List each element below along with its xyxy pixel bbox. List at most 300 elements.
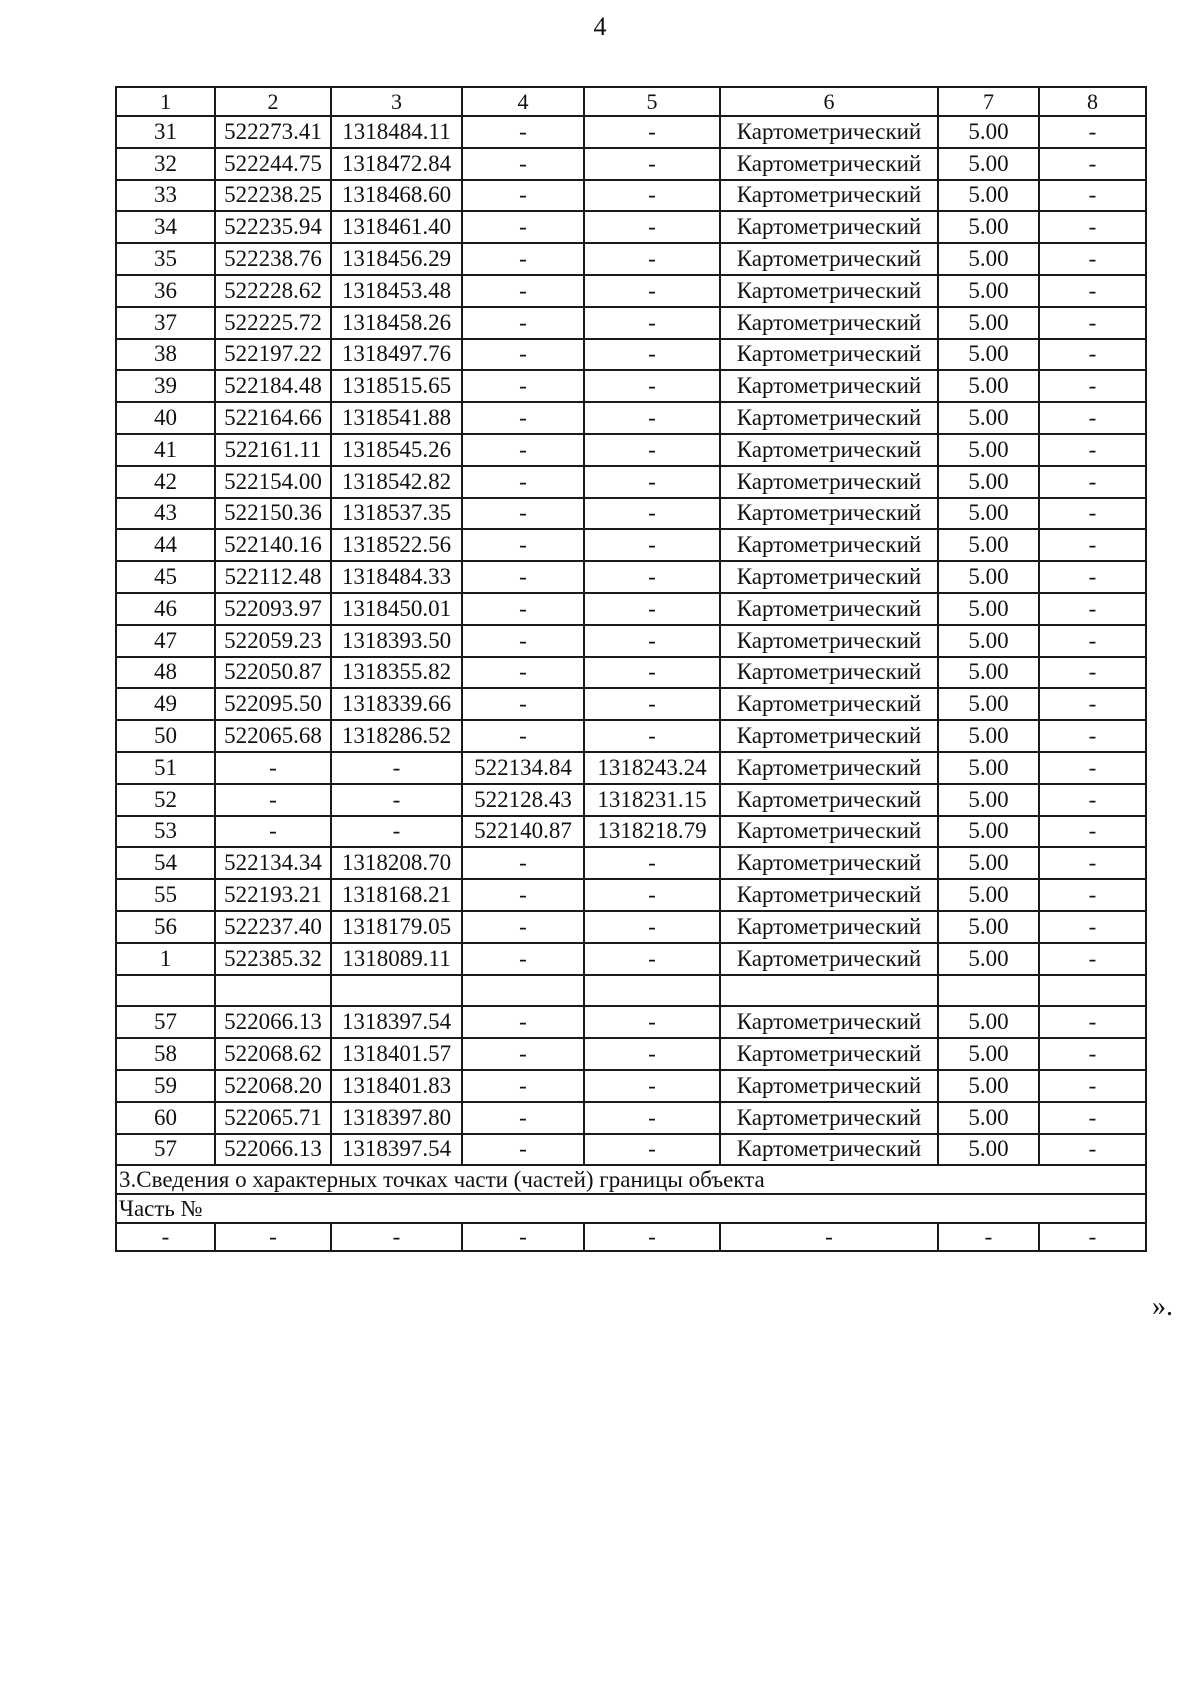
table-cell: -: [1039, 1038, 1146, 1070]
table-cell: 522112.48: [215, 561, 331, 593]
table-cell: Картометрический: [720, 720, 938, 752]
table-cell: 522095.50: [215, 688, 331, 720]
table-row: [116, 370, 1146, 402]
table-cell: -: [215, 784, 331, 816]
table-cell: -: [462, 625, 584, 657]
table-cell: -: [462, 1006, 584, 1038]
table-cell: Картометрический: [720, 657, 938, 689]
table-cell: 1318522.56: [331, 529, 462, 561]
table-cell: 5.00: [938, 275, 1039, 307]
table-cell: 522059.23: [215, 625, 331, 657]
table-row: [116, 688, 1146, 720]
table-cell: 5.00: [938, 943, 1039, 975]
table-cell: 48: [116, 657, 215, 689]
table-cell: 1318208.70: [331, 847, 462, 879]
table-cell: -: [584, 1006, 720, 1038]
table-cell: -: [584, 148, 720, 180]
table-cell: 1318401.57: [331, 1038, 462, 1070]
table-cell: 522197.22: [215, 339, 331, 371]
table-cell: 57: [116, 1006, 215, 1038]
table-cell: 1318545.26: [331, 434, 462, 466]
table-cell: 522066.13: [215, 1006, 331, 1038]
table-cell: -: [1039, 116, 1146, 148]
table-cell: 522068.20: [215, 1070, 331, 1102]
table-cell: 522238.25: [215, 180, 331, 212]
table-cell: 5.00: [938, 243, 1039, 275]
table-cell: -: [584, 1102, 720, 1134]
table-cell: -: [462, 529, 584, 561]
column-header: 8: [1039, 87, 1146, 116]
table-row: [116, 434, 1146, 466]
table-cell: 522244.75: [215, 148, 331, 180]
table-cell: 5.00: [938, 498, 1039, 530]
table-cell: 5.00: [938, 1102, 1039, 1134]
table-cell: -: [1039, 339, 1146, 371]
table-cell: -: [462, 1102, 584, 1134]
table-row: [116, 1038, 1146, 1070]
table-row: [116, 466, 1146, 498]
table-cell: 522154.00: [215, 466, 331, 498]
table-cell: 1318393.50: [331, 625, 462, 657]
table-cell: -: [1039, 847, 1146, 879]
table-cell: Картометрический: [720, 1070, 938, 1102]
table-row: [116, 498, 1146, 530]
table-cell: -: [1039, 275, 1146, 307]
table-cell: 44: [116, 529, 215, 561]
table-row: [116, 975, 1146, 1007]
table-cell: 1318243.24: [584, 752, 720, 784]
table-cell: 5.00: [938, 720, 1039, 752]
table-cell: -: [584, 1038, 720, 1070]
table-cell: -: [462, 402, 584, 434]
table-cell: -: [584, 434, 720, 466]
table-cell: [116, 975, 215, 1007]
table-cell: -: [1039, 148, 1146, 180]
table-cell: -: [1039, 370, 1146, 402]
table-cell: -: [584, 307, 720, 339]
table-cell: Картометрический: [720, 402, 938, 434]
table-cell: 522134.84: [462, 752, 584, 784]
table-row: [116, 752, 1146, 784]
table-cell: -: [462, 879, 584, 911]
table-cell: -: [462, 1134, 584, 1166]
table-cell: -: [1039, 816, 1146, 848]
table-cell: 53: [116, 816, 215, 848]
table-cell: 1318397.54: [331, 1006, 462, 1038]
table-cell: 58: [116, 1038, 215, 1070]
table-cell: 1318397.54: [331, 1134, 462, 1166]
table-cell: -: [1039, 784, 1146, 816]
table-cell: -: [584, 370, 720, 402]
table-cell: Картометрический: [720, 688, 938, 720]
table-cell: 5.00: [938, 847, 1039, 879]
table-cell: 522237.40: [215, 911, 331, 943]
section-title: 3.Сведения о характерных точках части (частей) границы объекта: [116, 1165, 1146, 1194]
page-number: 4: [593, 12, 607, 41]
table-cell: 40: [116, 402, 215, 434]
table-cell: 522065.68: [215, 720, 331, 752]
table-cell: 522050.87: [215, 657, 331, 689]
table-cell: -: [584, 1134, 720, 1166]
table-cell: 32: [116, 148, 215, 180]
table-row: [116, 307, 1146, 339]
table-cell: -: [584, 943, 720, 975]
table-row: [116, 339, 1146, 371]
table-cell: Картометрический: [720, 307, 938, 339]
table-cell: -: [215, 1223, 331, 1251]
table-cell: -: [1039, 498, 1146, 530]
table-cell: [1039, 975, 1146, 1007]
table-cell: -: [1039, 243, 1146, 275]
table-cell: -: [584, 593, 720, 625]
table-cell: Картометрический: [720, 879, 938, 911]
table-cell: 5.00: [938, 752, 1039, 784]
table-cell: -: [1039, 402, 1146, 434]
table-cell: -: [938, 1223, 1039, 1251]
table-cell: -: [584, 116, 720, 148]
table-cell: 1318355.82: [331, 657, 462, 689]
table-cell: Картометрический: [720, 1038, 938, 1070]
table-cell: Картометрический: [720, 1134, 938, 1166]
part-number-label: Часть №: [116, 1194, 1146, 1223]
table-cell: 5.00: [938, 657, 1039, 689]
table-row: [116, 180, 1146, 212]
table-cell: -: [720, 1223, 938, 1251]
table-cell: -: [331, 752, 462, 784]
table-cell: 522225.72: [215, 307, 331, 339]
table-cell: -: [1039, 307, 1146, 339]
table-cell: -: [462, 370, 584, 402]
table-cell: 522238.76: [215, 243, 331, 275]
table-cell: 5.00: [938, 370, 1039, 402]
table-cell: -: [462, 180, 584, 212]
table-cell: 1318497.76: [331, 339, 462, 371]
table-cell: Картометрический: [720, 275, 938, 307]
section-title-row: [116, 1165, 1146, 1194]
table-row: [116, 148, 1146, 180]
table-cell: -: [584, 402, 720, 434]
table-cell: -: [584, 498, 720, 530]
table-cell: 1318541.88: [331, 402, 462, 434]
table-cell: 60: [116, 1102, 215, 1134]
table-cell: -: [462, 720, 584, 752]
table-row: [116, 720, 1146, 752]
table-cell: Картометрический: [720, 847, 938, 879]
table-cell: 1318458.26: [331, 307, 462, 339]
table-cell: -: [462, 116, 584, 148]
table-cell: Картометрический: [720, 339, 938, 371]
table-cell: -: [584, 625, 720, 657]
table-cell: 1318168.21: [331, 879, 462, 911]
table-cell: -: [1039, 720, 1146, 752]
table-cell: 36: [116, 275, 215, 307]
table-cell: [720, 975, 938, 1007]
table-row: [116, 1006, 1146, 1038]
table-cell: -: [1039, 211, 1146, 243]
table-cell: Картометрический: [720, 561, 938, 593]
closing-quote-mark: ».: [1152, 1291, 1173, 1322]
table-cell: [462, 975, 584, 1007]
table-cell: -: [331, 784, 462, 816]
column-header: 7: [938, 87, 1039, 116]
table-cell: 34: [116, 211, 215, 243]
table-cell: -: [462, 1070, 584, 1102]
table-cell: 522193.21: [215, 879, 331, 911]
table-cell: 42: [116, 466, 215, 498]
table-cell: 522093.97: [215, 593, 331, 625]
table-cell: -: [462, 911, 584, 943]
table-cell: -: [462, 148, 584, 180]
table-cell: -: [1039, 752, 1146, 784]
table-cell: Картометрический: [720, 1006, 938, 1038]
table-cell: Картометрический: [720, 243, 938, 275]
table-row: [116, 847, 1146, 879]
table-cell: -: [462, 243, 584, 275]
table-cell: 1318542.82: [331, 466, 462, 498]
table-cell: -: [1039, 1102, 1146, 1134]
table-cell: -: [584, 180, 720, 212]
table-cell: 522228.62: [215, 275, 331, 307]
table-cell: -: [584, 275, 720, 307]
table-cell: Картометрический: [720, 943, 938, 975]
table-cell: 1318456.29: [331, 243, 462, 275]
table-cell: -: [584, 720, 720, 752]
table-cell: 5.00: [938, 116, 1039, 148]
table-cell: -: [1039, 625, 1146, 657]
table-row: [116, 1134, 1146, 1166]
table-cell: Картометрический: [720, 1102, 938, 1134]
table-cell: 38: [116, 339, 215, 371]
table-row: [116, 911, 1146, 943]
table-cell: -: [584, 1223, 720, 1251]
table-cell: 522066.13: [215, 1134, 331, 1166]
column-header: 3: [331, 87, 462, 116]
table-row: [116, 561, 1146, 593]
table-cell: 1318397.80: [331, 1102, 462, 1134]
table-cell: 5.00: [938, 816, 1039, 848]
table-cell: 5.00: [938, 784, 1039, 816]
table-cell: Картометрический: [720, 752, 938, 784]
table-cell: 5.00: [938, 148, 1039, 180]
table-cell: 33: [116, 180, 215, 212]
table-row: [116, 529, 1146, 561]
table-cell: 46: [116, 593, 215, 625]
table-row: [116, 1223, 1146, 1251]
table-cell: -: [584, 688, 720, 720]
table-cell: -: [584, 657, 720, 689]
table-cell: 5.00: [938, 211, 1039, 243]
table-cell: Картометрический: [720, 370, 938, 402]
table-cell: 1318484.33: [331, 561, 462, 593]
table-row: [116, 657, 1146, 689]
table-cell: -: [462, 593, 584, 625]
table-cell: 1318218.79: [584, 816, 720, 848]
column-header: 5: [584, 87, 720, 116]
table-cell: 522385.32: [215, 943, 331, 975]
table-cell: -: [116, 1223, 215, 1251]
table-cell: -: [215, 752, 331, 784]
table-cell: -: [462, 943, 584, 975]
table-cell: 1318453.48: [331, 275, 462, 307]
table-cell: -: [462, 339, 584, 371]
table-cell: 37: [116, 307, 215, 339]
table-row: [116, 1102, 1146, 1134]
table-cell: -: [1039, 466, 1146, 498]
table-cell: -: [462, 657, 584, 689]
table-cell: 51: [116, 752, 215, 784]
table-cell: 5.00: [938, 1038, 1039, 1070]
table-row: [116, 784, 1146, 816]
table-cell: 57: [116, 1134, 215, 1166]
table-cell: -: [584, 243, 720, 275]
table-cell: -: [1039, 688, 1146, 720]
boundary-points-table: [115, 86, 1147, 1252]
table-cell: 522184.48: [215, 370, 331, 402]
table-cell: -: [1039, 180, 1146, 212]
table-cell: -: [1039, 434, 1146, 466]
table-row: [116, 593, 1146, 625]
table-cell: 522150.36: [215, 498, 331, 530]
table-cell: Картометрический: [720, 911, 938, 943]
table-cell: -: [462, 498, 584, 530]
table-cell: -: [584, 847, 720, 879]
table-cell: 5.00: [938, 307, 1039, 339]
table-cell: 522140.16: [215, 529, 331, 561]
table-cell: [215, 975, 331, 1007]
table-cell: 45: [116, 561, 215, 593]
table-cell: Картометрический: [720, 116, 938, 148]
table-cell: Картометрический: [720, 466, 938, 498]
table-cell: -: [1039, 1223, 1146, 1251]
column-header: 2: [215, 87, 331, 116]
table-cell: 1318472.84: [331, 148, 462, 180]
table-cell: -: [331, 816, 462, 848]
table-cell: -: [462, 211, 584, 243]
table-cell: 5.00: [938, 180, 1039, 212]
table-cell: -: [1039, 657, 1146, 689]
table-cell: -: [331, 1223, 462, 1251]
table-cell: 41: [116, 434, 215, 466]
table-cell: [331, 975, 462, 1007]
table-cell: Картометрический: [720, 498, 938, 530]
table-cell: [584, 975, 720, 1007]
table-cell: 1318537.35: [331, 498, 462, 530]
table-cell: -: [215, 816, 331, 848]
table-cell: -: [462, 1038, 584, 1070]
column-header: 1: [116, 87, 215, 116]
table-cell: -: [584, 211, 720, 243]
part-number-row: [116, 1194, 1146, 1223]
table-cell: 5.00: [938, 529, 1039, 561]
table-cell: -: [1039, 943, 1146, 975]
table-cell: -: [584, 911, 720, 943]
table-cell: 1318515.65: [331, 370, 462, 402]
table-cell: Картометрический: [720, 625, 938, 657]
table-cell: Картометрический: [720, 211, 938, 243]
table-cell: 50: [116, 720, 215, 752]
table-row: [116, 816, 1146, 848]
table-cell: 522134.34: [215, 847, 331, 879]
table-cell: -: [1039, 1070, 1146, 1102]
table-cell: 522065.71: [215, 1102, 331, 1134]
table-cell: Картометрический: [720, 784, 938, 816]
table-row: [116, 116, 1146, 148]
table-cell: -: [584, 561, 720, 593]
table-cell: -: [462, 847, 584, 879]
table-cell: -: [584, 879, 720, 911]
table-cell: 5.00: [938, 625, 1039, 657]
table-cell: -: [584, 529, 720, 561]
table-cell: -: [462, 1223, 584, 1251]
table-cell: 5.00: [938, 1134, 1039, 1166]
table-cell: 39: [116, 370, 215, 402]
table-cell: 43: [116, 498, 215, 530]
table-cell: 522235.94: [215, 211, 331, 243]
table-row: [116, 625, 1146, 657]
table-row: [116, 879, 1146, 911]
table-cell: 5.00: [938, 434, 1039, 466]
table-cell: 1: [116, 943, 215, 975]
table-cell: 56: [116, 911, 215, 943]
column-number-row: [116, 87, 1146, 116]
table-row: [116, 943, 1146, 975]
table-cell: 522164.66: [215, 402, 331, 434]
table-cell: 5.00: [938, 402, 1039, 434]
table-body: [116, 87, 1146, 1251]
table-row: [116, 243, 1146, 275]
table-cell: Картометрический: [720, 148, 938, 180]
table-cell: 1318339.66: [331, 688, 462, 720]
table-cell: -: [462, 466, 584, 498]
table-cell: 522068.62: [215, 1038, 331, 1070]
table-cell: Картометрический: [720, 593, 938, 625]
table-cell: 522140.87: [462, 816, 584, 848]
table-cell: Картометрический: [720, 529, 938, 561]
table-cell: 52: [116, 784, 215, 816]
table-cell: -: [1039, 593, 1146, 625]
table-cell: 5.00: [938, 1070, 1039, 1102]
table-cell: 5.00: [938, 561, 1039, 593]
table-cell: -: [462, 275, 584, 307]
table-cell: [938, 975, 1039, 1007]
table-cell: -: [1039, 1006, 1146, 1038]
table-cell: -: [462, 561, 584, 593]
table-cell: 1318179.05: [331, 911, 462, 943]
table-cell: -: [462, 688, 584, 720]
table-cell: -: [462, 307, 584, 339]
table-cell: 5.00: [938, 466, 1039, 498]
table-cell: 1318089.11: [331, 943, 462, 975]
table-cell: 1318468.60: [331, 180, 462, 212]
table-cell: 55: [116, 879, 215, 911]
table-cell: -: [584, 1070, 720, 1102]
table-cell: Картометрический: [720, 434, 938, 466]
column-header: 4: [462, 87, 584, 116]
table-cell: 522273.41: [215, 116, 331, 148]
table-row: [116, 211, 1146, 243]
table-cell: -: [1039, 879, 1146, 911]
table-cell: 1318231.15: [584, 784, 720, 816]
table-cell: 522161.11: [215, 434, 331, 466]
table-cell: 54: [116, 847, 215, 879]
table-cell: -: [1039, 1134, 1146, 1166]
table-cell: 5.00: [938, 688, 1039, 720]
table-cell: 1318461.40: [331, 211, 462, 243]
table-cell: 1318401.83: [331, 1070, 462, 1102]
table-cell: 1318450.01: [331, 593, 462, 625]
table-row: [116, 1070, 1146, 1102]
table-cell: 5.00: [938, 593, 1039, 625]
